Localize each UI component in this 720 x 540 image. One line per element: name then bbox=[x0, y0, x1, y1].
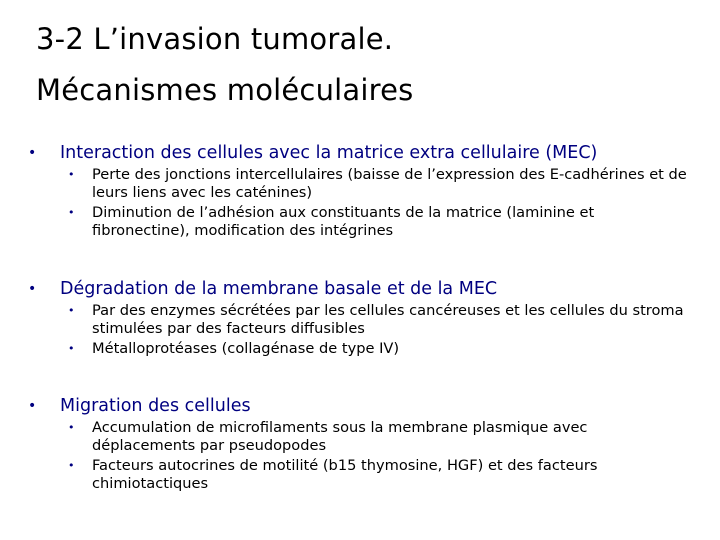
section-heading: Dégradation de la membrane basale et de la MEC bbox=[60, 279, 498, 299]
list-item: Accumulation de microfilaments sous la membrane plasmique avec déplacements par pseudopodes bbox=[92, 419, 588, 454]
list-item: Perte des jonctions intercellulaires (baisse de l’expression des E-cadhérines et de leurs liens avec les caténines) bbox=[92, 166, 687, 201]
bullet-icon: • bbox=[28, 398, 37, 414]
section-migration bbox=[26, 394, 706, 495]
section-interaction-mec bbox=[26, 141, 706, 242]
bullet-icon: • bbox=[28, 145, 37, 161]
bullet-icon: • bbox=[68, 342, 75, 355]
section-heading: Interaction des cellules avec la matrice extra cellulaire (MEC) bbox=[60, 143, 598, 163]
list-item: Facteurs autocrines de motilité (b15 thymosine, HGF) et des facteurs chimiotactiques bbox=[92, 457, 598, 492]
bullet-icon: • bbox=[68, 206, 75, 219]
section-heading: Migration des cellules bbox=[60, 396, 251, 416]
section-degradation bbox=[26, 277, 706, 360]
bullet-icon: • bbox=[68, 421, 75, 434]
bullet-icon: • bbox=[68, 459, 75, 472]
slide-title-line-2: Mécanismes moléculaires bbox=[36, 73, 414, 107]
list-item: Par des enzymes sécrétées par les cellules cancéreuses et les cellules du stroma stimulées par des facteurs diffusibles bbox=[92, 302, 684, 337]
list-item: Diminution de l’adhésion aux constituants de la matrice (laminine et fibronectine), modification des intégrines bbox=[92, 204, 595, 239]
slide-title-line-1: 3-2 L’invasion tumorale. bbox=[36, 22, 394, 56]
bullet-icon: • bbox=[68, 304, 75, 317]
bullet-icon: • bbox=[68, 168, 75, 181]
bullet-icon: • bbox=[28, 281, 37, 297]
list-item: Métalloprotéases (collagénase de type IV) bbox=[92, 340, 400, 357]
